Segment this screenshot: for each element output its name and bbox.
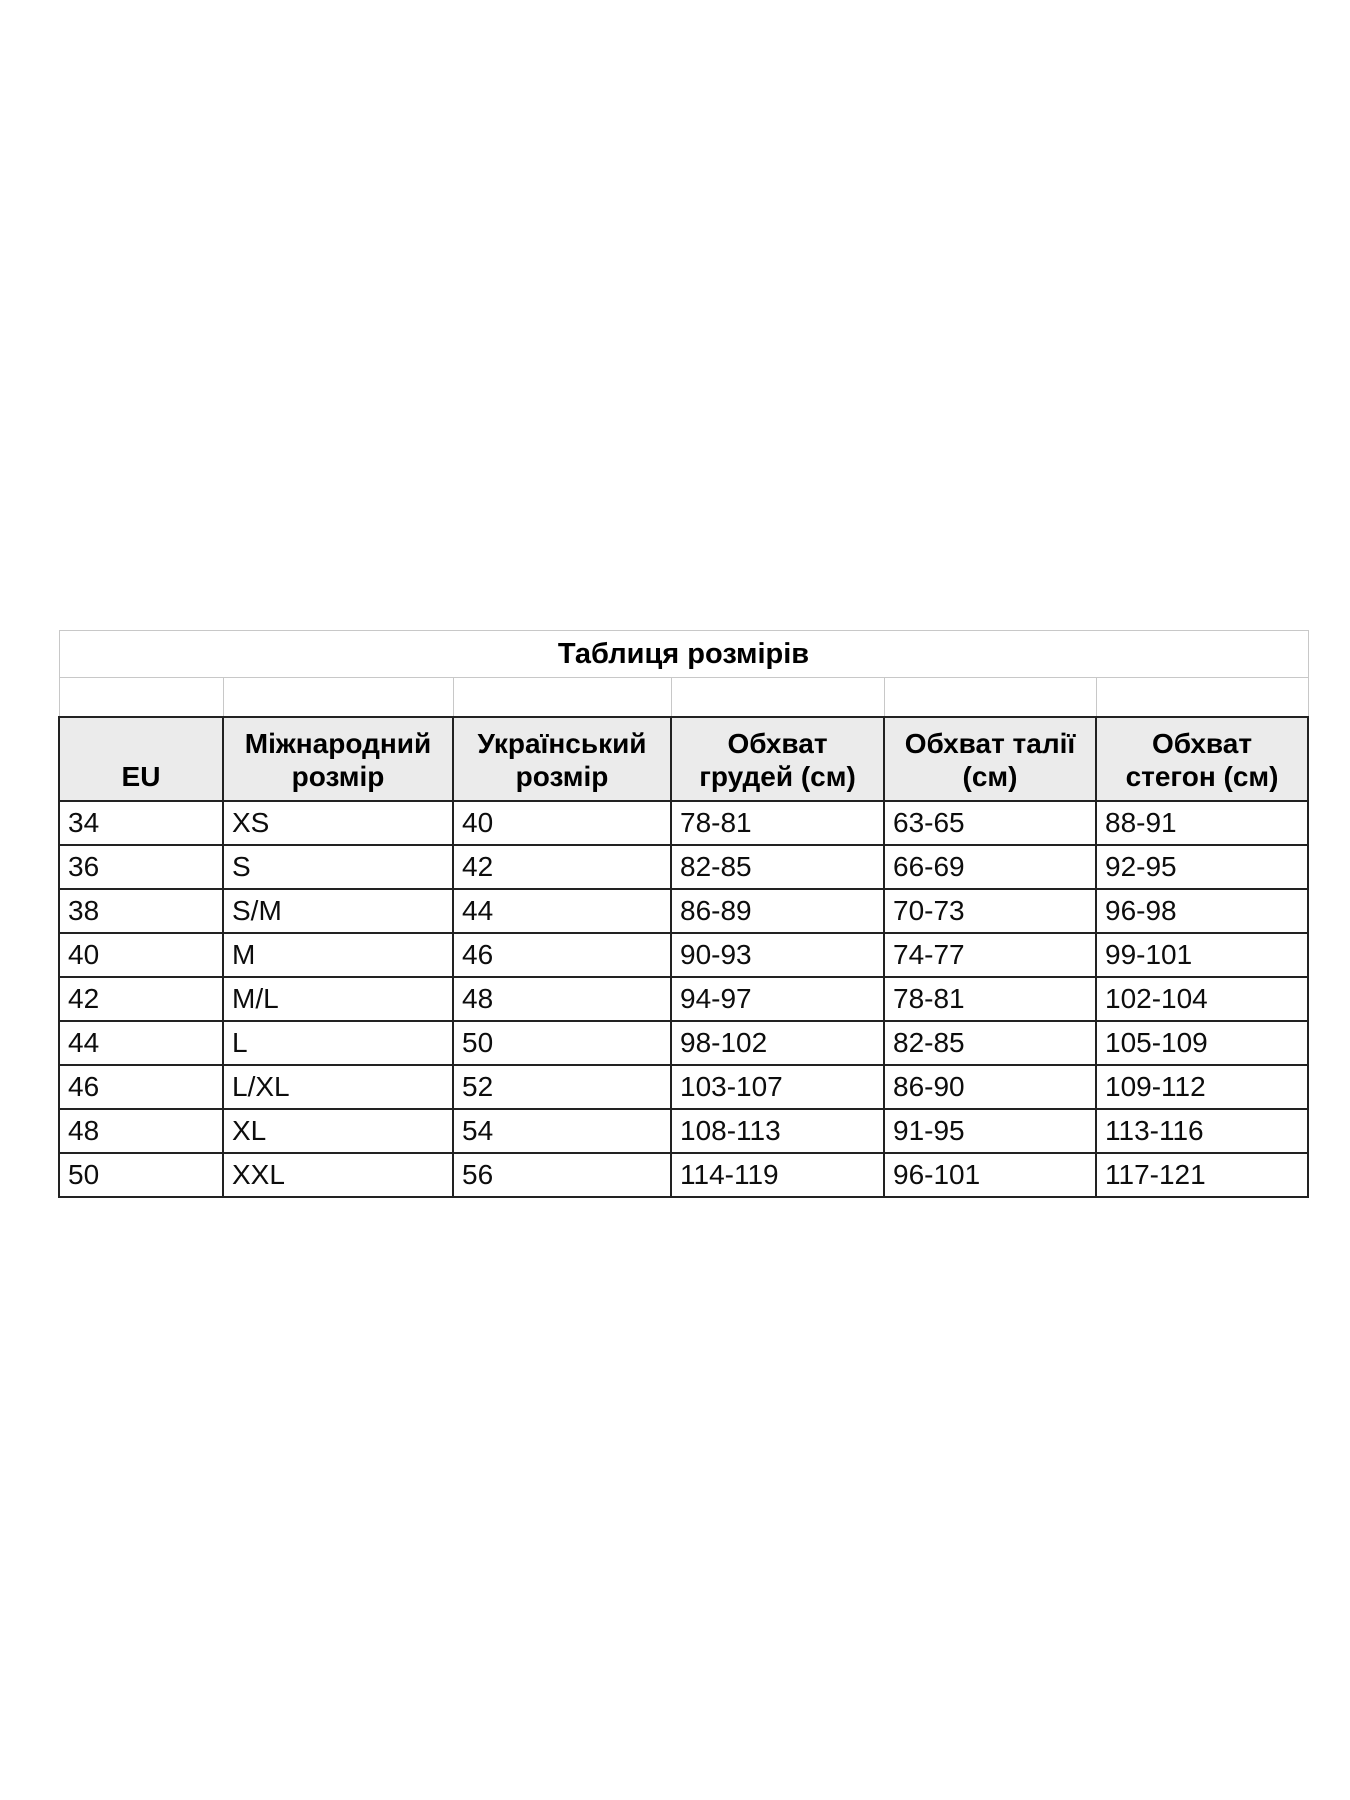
table-title: Таблиця розмірів [59,631,1308,678]
cell-ua-size: 40 [453,801,671,845]
header-line: Обхват [1151,728,1253,759]
spacer-cell [223,678,453,718]
table-row [59,801,1308,845]
cell-intl-size: L/XL [223,1065,453,1109]
cell-ua-size: 42 [453,845,671,889]
column-header-hips [1096,717,1308,801]
table-row [59,845,1308,889]
cell-eu: 48 [59,1109,223,1153]
cell-waist: 96-101 [884,1153,1096,1197]
cell-waist: 66-69 [884,845,1096,889]
cell-ua-size: 56 [453,1153,671,1197]
spacer-cell [671,678,884,718]
cell-ua-size: 52 [453,1065,671,1109]
header-line: грудей (см) [699,761,856,792]
cell-intl-size: XXL [223,1153,453,1197]
cell-eu: 46 [59,1065,223,1109]
column-header-international-size [223,717,453,801]
cell-chest: 82-85 [671,845,884,889]
cell-eu: 34 [59,801,223,845]
cell-waist: 78-81 [884,977,1096,1021]
spacer-cell [59,678,223,718]
cell-chest: 94-97 [671,977,884,1021]
cell-eu: 50 [59,1153,223,1197]
header-row [59,717,1308,801]
cell-hips: 109-112 [1096,1065,1308,1109]
spacer-cell [884,678,1096,718]
cell-hips: 102-104 [1096,977,1308,1021]
table-title-row [59,631,1308,678]
cell-intl-size: XL [223,1109,453,1153]
cell-hips: 96-98 [1096,889,1308,933]
cell-waist: 74-77 [884,933,1096,977]
table-row [59,1021,1308,1065]
cell-chest: 103-107 [671,1065,884,1109]
table-row [59,1153,1308,1197]
cell-ua-size: 46 [453,933,671,977]
cell-ua-size: 50 [453,1021,671,1065]
header-line: (см) [962,761,1018,792]
cell-intl-size: S [223,845,453,889]
cell-waist: 70-73 [884,889,1096,933]
table-row [59,889,1308,933]
column-header-ukrainian-size [453,717,671,801]
cell-waist: 82-85 [884,1021,1096,1065]
column-header-eu [59,717,223,801]
header-line: стегон (см) [1125,761,1279,792]
header-line: розмір [291,761,385,792]
spacer-row [59,678,1308,718]
cell-ua-size: 44 [453,889,671,933]
table-row [59,1065,1308,1109]
cell-hips: 113-116 [1096,1109,1308,1153]
header-line: EU [121,761,161,792]
cell-waist: 63-65 [884,801,1096,845]
column-header-waist [884,717,1096,801]
header-line: Український [477,728,647,759]
cell-eu: 44 [59,1021,223,1065]
size-table [58,630,1309,1198]
cell-eu: 40 [59,933,223,977]
header-line: Міжнародний [244,728,432,759]
table-row [59,1109,1308,1153]
cell-waist: 86-90 [884,1065,1096,1109]
cell-chest: 78-81 [671,801,884,845]
cell-eu: 36 [59,845,223,889]
cell-intl-size: L [223,1021,453,1065]
cell-chest: 90-93 [671,933,884,977]
cell-chest: 108-113 [671,1109,884,1153]
cell-hips: 92-95 [1096,845,1308,889]
header-line: Обхват [727,728,828,759]
cell-chest: 86-89 [671,889,884,933]
cell-ua-size: 48 [453,977,671,1021]
cell-hips: 88-91 [1096,801,1308,845]
cell-hips: 105-109 [1096,1021,1308,1065]
table-row [59,977,1308,1021]
cell-intl-size: XS [223,801,453,845]
cell-eu: 42 [59,977,223,1021]
header-line: Обхват талії [904,728,1076,759]
cell-ua-size: 54 [453,1109,671,1153]
cell-chest: 98-102 [671,1021,884,1065]
cell-chest: 114-119 [671,1153,884,1197]
cell-hips: 117-121 [1096,1153,1308,1197]
header-line: розмір [515,761,609,792]
cell-intl-size: S/M [223,889,453,933]
column-header-chest [671,717,884,801]
spacer-cell [1096,678,1308,718]
cell-intl-size: M/L [223,977,453,1021]
cell-eu: 38 [59,889,223,933]
cell-waist: 91-95 [884,1109,1096,1153]
spacer-cell [453,678,671,718]
cell-hips: 99-101 [1096,933,1308,977]
table-row [59,933,1308,977]
cell-intl-size: M [223,933,453,977]
size-chart [58,630,1309,1198]
